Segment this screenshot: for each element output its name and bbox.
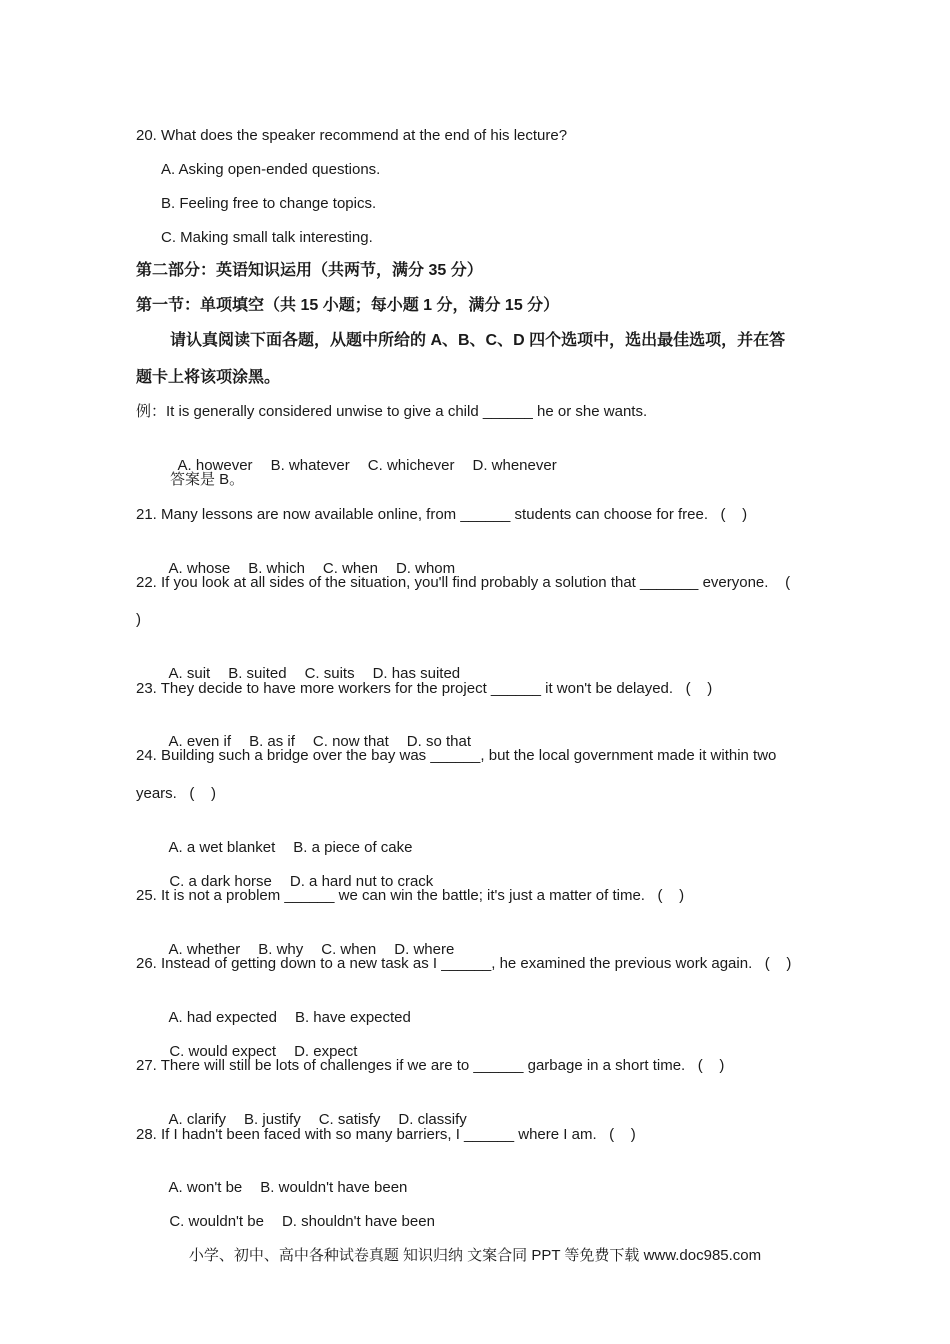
option: C. suits — [304, 665, 355, 682]
option: A. won't be — [168, 1179, 243, 1196]
q27-stem: 27. There will still be lots of challenges if we are to ______ garbage in a short time. ( ) — [136, 1057, 725, 1074]
option: A. whether — [168, 941, 241, 958]
q28-options-row2 — [161, 1192, 453, 1232]
option: B. wouldn't have been — [260, 1179, 408, 1196]
q24-stem: 24. Building such a bridge over the bay was ______, but the local government made it within two — [136, 747, 777, 764]
option: C. when — [321, 941, 377, 958]
option: B. as if — [249, 733, 295, 750]
q20-stem: 20. What does the speaker recommend at the end of his lecture? — [136, 127, 568, 144]
q20-option-c: C. Making small talk interesting. — [161, 229, 373, 246]
option: D. shouldn't have been — [281, 1213, 435, 1230]
option: D. whenever — [472, 457, 557, 474]
option: D. where — [394, 941, 455, 958]
example-stem: 例：It is generally considered unwise to give a child ______ he or she wants. — [136, 403, 648, 420]
option: D. a hard nut to crack — [289, 873, 434, 890]
option: A. a wet blanket — [168, 839, 276, 856]
option: A. had expected — [168, 1009, 277, 1026]
option: D. so that — [406, 733, 471, 750]
part2-title: 第二部分：英语知识运用（共两节，满分 35 分） — [136, 262, 483, 279]
option: C. whichever — [367, 457, 455, 474]
option: D. whom — [395, 560, 456, 577]
option: D. classify — [398, 1111, 467, 1128]
instruction-line-2: 题卡上将该项涂黑。 — [136, 369, 281, 386]
section1-title: 第一节：单项填空（共 15 小题；每小题 1 分，满分 15 分） — [136, 297, 560, 314]
q24-stem-cont: years. ( ) — [136, 785, 217, 802]
option: B. whatever — [270, 457, 350, 474]
option: D. has suited — [372, 665, 461, 682]
option: A. suit — [168, 665, 211, 682]
q27-options — [161, 1090, 485, 1130]
q26-stem: 26. Instead of getting down to a new task as I ______, he examined the previous work again. ( ) — [136, 955, 792, 972]
option: B. a piece of cake — [293, 839, 413, 856]
option: A. even if — [168, 733, 232, 750]
option: C. satisfy — [318, 1111, 381, 1128]
option: C. wouldn't be — [169, 1213, 264, 1230]
page-footer: 小学、初中、高中各种试卷真题 知识归纳 文案合同 PPT 等免费下载 www.doc985.com — [188, 1247, 762, 1264]
option: B. why — [258, 941, 304, 958]
q21-stem: 21. Many lessons are now available online, from ______ students can choose for free. ( ) — [136, 506, 748, 523]
q23-stem: 23. They decide to have more workers for the project ______ it won't be delayed. ( ) — [136, 680, 713, 697]
q28-stem: 28. If I hadn't been faced with so many barriers, I ______ where I am. ( ) — [136, 1126, 636, 1143]
option: B. justify — [244, 1111, 301, 1128]
option: A. whose — [168, 560, 231, 577]
option: C. now that — [312, 733, 389, 750]
option: C. would expect — [169, 1043, 277, 1060]
option: B. which — [248, 560, 305, 577]
example-answer: 答案是 B。 — [170, 471, 245, 488]
option: B. have expected — [294, 1009, 411, 1026]
q20-option-a: A. Asking open-ended questions. — [161, 161, 381, 178]
option: C. when — [322, 560, 378, 577]
option: A. however — [177, 457, 253, 474]
option: C. a dark horse — [169, 873, 272, 890]
option: A. clarify — [168, 1111, 227, 1128]
option: B. suited — [228, 665, 287, 682]
instruction-line-1: 请认真阅读下面各题，从题中所给的 A、B、C、D 四个选项中，选出最佳选项，并在答 — [170, 332, 786, 349]
q25-stem: 25. It is not a problem ______ we can win the battle; it's just a matter of time. ( ) — [136, 887, 685, 904]
q22-stem: 22. If you look at all sides of the situation, you'll find probably a solution that _______ everyone. ( — [136, 574, 791, 591]
q22-options — [161, 644, 478, 684]
q22-stem-cont: ) — [136, 611, 141, 628]
q20-option-b: B. Feeling free to change topics. — [161, 195, 377, 212]
option: D. expect — [294, 1043, 358, 1060]
